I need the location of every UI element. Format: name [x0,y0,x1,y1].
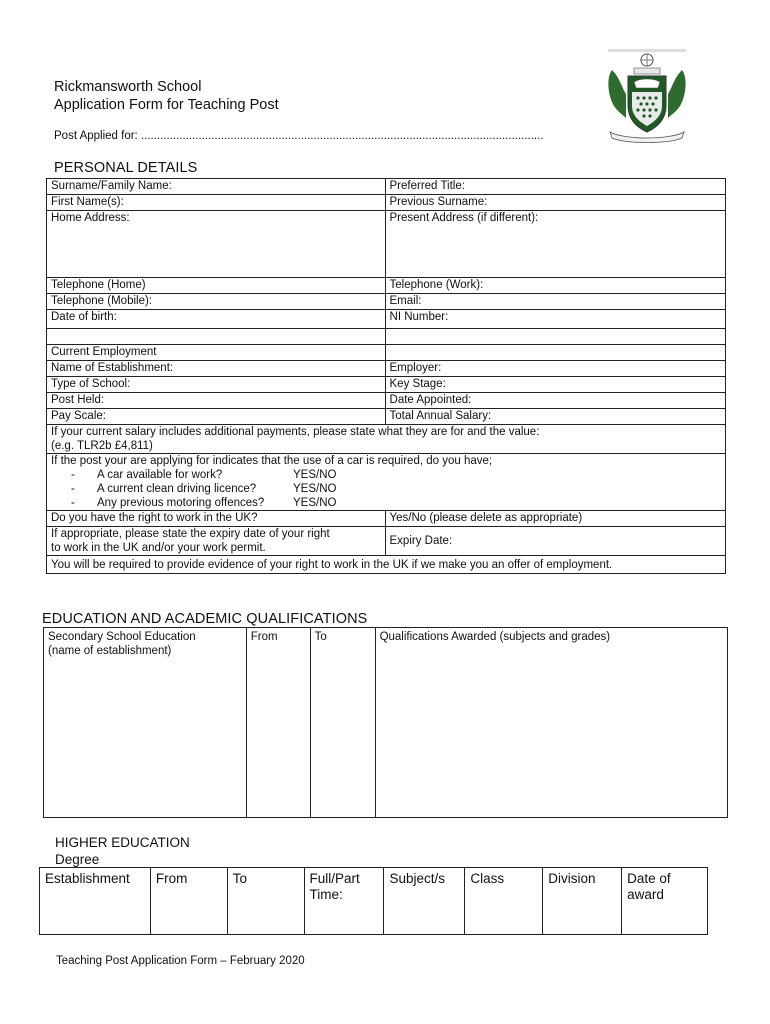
list-item: - A car available for work? YES/NO [71,468,721,482]
car-questions [47,454,726,511]
table-row [47,393,726,409]
expiry-question: If appropriate, please state the expiry date of your right to work in the UK and/or your work permit. [47,527,386,556]
car-question-list [51,468,721,510]
school-crest-icon [604,48,690,144]
date-appointed-field[interactable]: Date Appointed: [385,393,725,409]
yes-no-answer[interactable]: YES/NO [293,483,337,495]
table-row [47,278,726,294]
education-table [43,627,728,818]
table-row [47,211,726,278]
right-to-work-question: Do you have the right to work in the UK? [47,511,386,527]
table-row [47,409,726,425]
table-row [47,377,726,393]
table-row [47,310,726,329]
degree-subheading: Degree [55,852,100,867]
key-stage-field[interactable]: Key Stage: [385,377,725,393]
school-name: Rickmansworth School [54,79,202,95]
table-row [47,329,726,345]
total-salary-field[interactable]: Total Annual Salary: [385,409,725,425]
form-title: Application Form for Teaching Post [54,97,279,113]
table-row [47,425,726,454]
evidence-note: You will be required to provide evidence of your right to work in the UK if we make you an offer of employment. [47,556,726,574]
previous-surname-field[interactable]: Previous Surname: [385,195,725,211]
table-row [47,361,726,377]
class-column[interactable]: Class [465,868,543,935]
personal-details-table [46,178,726,574]
from-column[interactable]: From [150,868,227,935]
form-header [54,78,279,114]
table-row [47,454,726,511]
table-row [47,294,726,310]
post-held-field[interactable]: Post Held: [47,393,386,409]
table-row [47,195,726,211]
date-of-award-column[interactable]: Date of award [622,868,708,935]
yes-no-answer[interactable]: YES/NO [293,497,337,509]
preferred-title-field[interactable]: Preferred Title: [385,179,725,195]
email-field[interactable]: Email: [385,294,725,310]
higher-education-title: HIGHER EDUCATION [55,835,190,850]
subjects-column[interactable]: Subject/s [384,868,465,935]
from-column[interactable]: From [246,628,310,818]
table-row [40,868,708,935]
table-row [47,527,726,556]
list-item: - A current clean driving licence? YES/NO [71,482,721,496]
salary-note-line: If your current salary includes additional payments, please state what they are for and the value: [51,426,540,438]
to-column[interactable]: To [310,628,375,818]
pay-scale-field[interactable]: Pay Scale: [47,409,386,425]
salary-note-field[interactable] [47,425,726,454]
blank-cell[interactable] [47,329,386,345]
school-type-field[interactable]: Type of School: [47,377,386,393]
employer-field[interactable]: Employer: [385,361,725,377]
to-column[interactable]: To [227,868,304,935]
salary-note-example: (e.g. TLR2b £4,811) [51,440,153,452]
table-row [47,179,726,195]
table-row [47,345,726,361]
list-item: - Any previous motoring offences? YES/NO [71,496,721,510]
higher-education-heading [55,834,190,868]
table-row [44,628,728,818]
qualifications-column[interactable]: Qualifications Awarded (subjects and grades) [375,628,727,818]
telephone-work-field[interactable]: Telephone (Work): [385,278,725,294]
establishment-field[interactable]: Name of Establishment: [47,361,386,377]
table-row [47,556,726,574]
telephone-mobile-field[interactable]: Telephone (Mobile): [47,294,386,310]
right-to-work-answer[interactable]: Yes/No (please delete as appropriate) [385,511,725,527]
blank-cell[interactable] [385,345,725,361]
post-applied-field[interactable]: Post Applied for: .............................................................................................................................. [54,130,544,142]
table-row [47,511,726,527]
secondary-school-column[interactable]: Secondary School Education (name of establishment) [44,628,247,818]
personal-details-heading: PERSONAL DETAILS [54,160,198,176]
home-address-field[interactable]: Home Address: [47,211,386,278]
blank-cell[interactable] [385,329,725,345]
current-employment-label: Current Employment [47,345,386,361]
telephone-home-field[interactable]: Telephone (Home) [47,278,386,294]
yes-no-answer[interactable]: YES/NO [293,469,337,481]
surname-field[interactable]: Surname/Family Name: [47,179,386,195]
ni-number-field[interactable]: NI Number: [385,310,725,329]
date-of-birth-field[interactable]: Date of birth: [47,310,386,329]
first-names-field[interactable]: First Name(s): [47,195,386,211]
division-column[interactable]: Division [543,868,622,935]
establishment-column[interactable]: Establishment [40,868,151,935]
expiry-date-field[interactable]: Expiry Date: [385,527,725,556]
full-part-time-column[interactable]: Full/Part Time: [304,868,384,935]
car-intro: If the post your are applying for indicates that the use of a car is required, do you have; [51,455,493,467]
page-footer: Teaching Post Application Form – February 2020 [56,955,305,967]
education-heading: EDUCATION AND ACADEMIC QUALIFICATIONS [42,611,368,627]
higher-education-table [39,867,708,935]
present-address-field[interactable]: Present Address (if different): [385,211,725,278]
